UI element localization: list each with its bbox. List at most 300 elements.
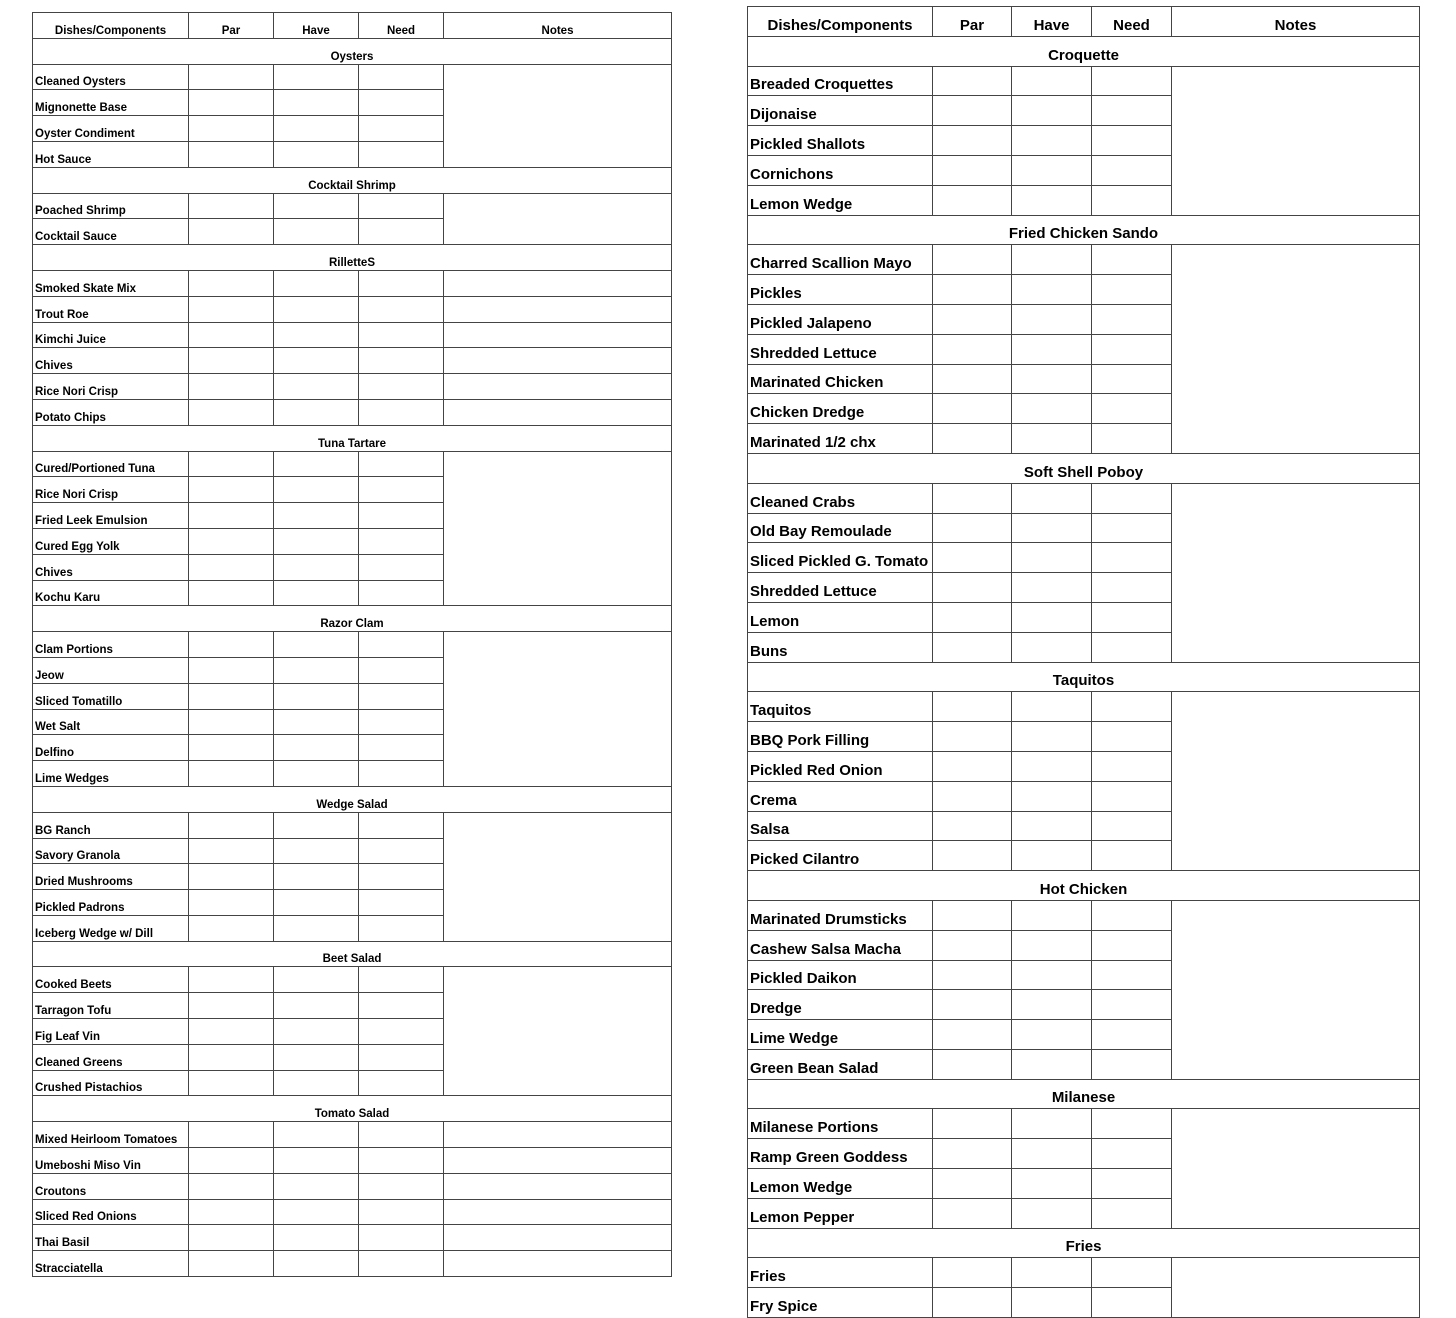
par-cell[interactable] <box>933 126 1012 156</box>
need-cell[interactable] <box>359 141 444 167</box>
par-cell[interactable] <box>933 841 1012 871</box>
need-cell[interactable] <box>359 709 444 735</box>
par-cell[interactable] <box>933 1198 1012 1228</box>
have-cell[interactable] <box>274 761 359 787</box>
par-cell[interactable] <box>933 155 1012 185</box>
have-cell[interactable] <box>1012 1020 1092 1050</box>
have-cell[interactable] <box>274 1019 359 1045</box>
need-cell[interactable] <box>359 554 444 580</box>
have-cell[interactable] <box>1012 841 1092 871</box>
have-cell[interactable] <box>274 1148 359 1174</box>
par-cell[interactable] <box>933 96 1012 126</box>
need-cell[interactable] <box>359 64 444 90</box>
notes-cell[interactable] <box>444 193 672 245</box>
section-header-row <box>748 36 1420 66</box>
have-cell[interactable] <box>274 528 359 554</box>
have-cell[interactable] <box>274 348 359 374</box>
component-row <box>748 1258 1420 1288</box>
need-cell[interactable] <box>1092 1169 1172 1199</box>
component-name: Pickled Shallots <box>748 126 933 156</box>
need-cell[interactable] <box>359 348 444 374</box>
par-cell[interactable] <box>933 990 1012 1020</box>
par-cell[interactable] <box>189 967 274 993</box>
component-row <box>33 1148 672 1174</box>
need-cell[interactable] <box>359 116 444 142</box>
need-cell[interactable] <box>359 374 444 400</box>
section-title: Fries <box>748 1228 1420 1258</box>
need-cell[interactable] <box>359 890 444 916</box>
section-title: Milanese <box>748 1079 1420 1109</box>
component-name: Cleaned Crabs <box>748 483 933 513</box>
par-cell[interactable] <box>933 364 1012 394</box>
par-cell[interactable] <box>933 960 1012 990</box>
component-name: Oyster Condiment <box>33 116 189 142</box>
need-cell[interactable] <box>359 1148 444 1174</box>
need-cell[interactable] <box>1092 1288 1172 1318</box>
have-cell[interactable] <box>274 580 359 606</box>
need-cell[interactable] <box>1092 900 1172 930</box>
par-cell[interactable] <box>933 1049 1012 1079</box>
have-cell[interactable] <box>1012 275 1092 305</box>
component-name: Breaded Croquettes <box>748 66 933 96</box>
have-cell[interactable] <box>1012 1169 1092 1199</box>
notes-cell[interactable] <box>1172 483 1420 662</box>
component-name: Kimchi Juice <box>33 322 189 348</box>
have-cell[interactable] <box>1012 811 1092 841</box>
left-prep-sheet <box>32 12 672 1277</box>
par-cell[interactable] <box>189 322 274 348</box>
component-name: BBQ Pork Filling <box>748 722 933 752</box>
need-cell[interactable] <box>1092 781 1172 811</box>
need-cell[interactable] <box>1092 185 1172 215</box>
component-name: Mixed Heirloom Tomatoes <box>33 1122 189 1148</box>
need-cell[interactable] <box>359 1044 444 1070</box>
need-cell[interactable] <box>1092 751 1172 781</box>
component-name: Croutons <box>33 1173 189 1199</box>
have-cell[interactable] <box>274 451 359 477</box>
need-cell[interactable] <box>359 477 444 503</box>
need-cell[interactable] <box>1092 960 1172 990</box>
have-cell[interactable] <box>1012 1258 1092 1288</box>
component-name: BG Ranch <box>33 812 189 838</box>
need-cell[interactable] <box>1092 275 1172 305</box>
notes-cell[interactable] <box>444 632 672 787</box>
component-name: Sliced Pickled G. Tomato <box>748 543 933 573</box>
component-row <box>33 64 672 90</box>
need-cell[interactable] <box>359 451 444 477</box>
have-cell[interactable] <box>1012 483 1092 513</box>
have-cell[interactable] <box>1012 781 1092 811</box>
have-cell[interactable] <box>274 890 359 916</box>
have-cell[interactable] <box>274 296 359 322</box>
section-header-row <box>748 453 1420 483</box>
need-cell[interactable] <box>1092 1020 1172 1050</box>
need-cell[interactable] <box>1092 811 1172 841</box>
need-cell[interactable] <box>359 812 444 838</box>
component-name: Rice Nori Crisp <box>33 374 189 400</box>
need-cell[interactable] <box>1092 155 1172 185</box>
have-cell[interactable] <box>274 193 359 219</box>
component-row <box>33 348 672 374</box>
have-cell[interactable] <box>274 1070 359 1096</box>
component-name: Shredded Lettuce <box>748 573 933 603</box>
have-cell[interactable] <box>274 632 359 658</box>
need-cell[interactable] <box>359 193 444 219</box>
par-cell[interactable] <box>189 890 274 916</box>
have-cell[interactable] <box>274 683 359 709</box>
par-cell[interactable] <box>933 1169 1012 1199</box>
need-cell[interactable] <box>1092 513 1172 543</box>
par-cell[interactable] <box>189 1148 274 1174</box>
component-row <box>33 1122 672 1148</box>
need-cell[interactable] <box>1092 1109 1172 1139</box>
par-column-header: Par <box>189 13 274 39</box>
par-cell[interactable] <box>189 193 274 219</box>
component-row <box>33 193 672 219</box>
notes-cell[interactable] <box>444 451 672 606</box>
par-cell[interactable] <box>933 1020 1012 1050</box>
have-cell[interactable] <box>1012 573 1092 603</box>
need-cell[interactable] <box>359 761 444 787</box>
par-cell[interactable] <box>933 900 1012 930</box>
need-cell[interactable] <box>1092 394 1172 424</box>
need-cell[interactable] <box>359 1199 444 1225</box>
par-cell[interactable] <box>189 580 274 606</box>
par-cell[interactable] <box>933 304 1012 334</box>
have-cell[interactable] <box>1012 513 1092 543</box>
section-header-row <box>33 1096 672 1122</box>
notes-cell[interactable] <box>444 399 672 425</box>
need-cell[interactable] <box>1092 722 1172 752</box>
need-cell[interactable] <box>359 296 444 322</box>
have-cell[interactable] <box>1012 602 1092 632</box>
component-name: Rice Nori Crisp <box>33 477 189 503</box>
have-cell[interactable] <box>274 838 359 864</box>
par-cell[interactable] <box>933 513 1012 543</box>
par-cell[interactable] <box>933 602 1012 632</box>
par-cell[interactable] <box>189 270 274 296</box>
have-cell[interactable] <box>274 735 359 761</box>
notes-cell[interactable] <box>444 374 672 400</box>
need-cell[interactable] <box>359 270 444 296</box>
have-cell[interactable] <box>274 1251 359 1277</box>
need-cell[interactable] <box>359 915 444 941</box>
notes-cell[interactable] <box>444 348 672 374</box>
component-name: Chives <box>33 554 189 580</box>
component-name: Marinated Chicken <box>748 364 933 394</box>
need-cell[interactable] <box>359 657 444 683</box>
notes-cell[interactable] <box>444 1122 672 1148</box>
section-title: Oysters <box>33 38 672 64</box>
need-cell[interactable] <box>1092 96 1172 126</box>
need-cell[interactable] <box>1092 841 1172 871</box>
par-cell[interactable] <box>933 632 1012 662</box>
par-cell[interactable] <box>933 1139 1012 1169</box>
par-cell[interactable] <box>933 751 1012 781</box>
need-cell[interactable] <box>359 1173 444 1199</box>
par-cell[interactable] <box>189 812 274 838</box>
need-cell[interactable] <box>1092 424 1172 454</box>
par-cell[interactable] <box>933 722 1012 752</box>
component-name: Delfino <box>33 735 189 761</box>
par-cell[interactable] <box>189 709 274 735</box>
have-cell[interactable] <box>274 812 359 838</box>
par-cell[interactable] <box>189 477 274 503</box>
par-cell[interactable] <box>189 1251 274 1277</box>
par-cell[interactable] <box>189 761 274 787</box>
have-cell[interactable] <box>1012 751 1092 781</box>
have-cell[interactable] <box>1012 990 1092 1020</box>
have-cell[interactable] <box>1012 394 1092 424</box>
have-cell[interactable] <box>274 322 359 348</box>
have-cell[interactable] <box>274 967 359 993</box>
have-cell[interactable] <box>274 915 359 941</box>
need-cell[interactable] <box>359 632 444 658</box>
par-cell[interactable] <box>189 90 274 116</box>
have-cell[interactable] <box>1012 364 1092 394</box>
have-cell[interactable] <box>274 657 359 683</box>
par-cell[interactable] <box>189 1044 274 1070</box>
notes-cell[interactable] <box>1172 1109 1420 1228</box>
notes-cell[interactable] <box>444 1148 672 1174</box>
par-cell[interactable] <box>189 1070 274 1096</box>
component-row <box>33 1173 672 1199</box>
component-name: Milanese Portions <box>748 1109 933 1139</box>
component-row <box>33 1199 672 1225</box>
have-cell[interactable] <box>1012 1049 1092 1079</box>
par-cell[interactable] <box>933 275 1012 305</box>
need-cell[interactable] <box>1092 126 1172 156</box>
have-cell[interactable] <box>274 709 359 735</box>
need-cell[interactable] <box>1092 483 1172 513</box>
need-cell[interactable] <box>1092 1198 1172 1228</box>
section-header-row <box>748 1228 1420 1258</box>
need-cell[interactable] <box>1092 304 1172 334</box>
have-cell[interactable] <box>1012 930 1092 960</box>
par-cell[interactable] <box>189 399 274 425</box>
have-cell[interactable] <box>1012 126 1092 156</box>
have-cell[interactable] <box>274 477 359 503</box>
have-cell[interactable] <box>274 1122 359 1148</box>
have-cell[interactable] <box>274 90 359 116</box>
par-cell[interactable] <box>189 735 274 761</box>
par-cell[interactable] <box>189 554 274 580</box>
have-cell[interactable] <box>1012 1139 1092 1169</box>
component-name: Dredge <box>748 990 933 1020</box>
have-cell[interactable] <box>1012 424 1092 454</box>
have-cell[interactable] <box>1012 900 1092 930</box>
section-header-row <box>33 941 672 967</box>
par-cell[interactable] <box>933 185 1012 215</box>
have-cell[interactable] <box>1012 960 1092 990</box>
need-cell[interactable] <box>359 219 444 245</box>
have-cell[interactable] <box>274 219 359 245</box>
have-cell[interactable] <box>1012 722 1092 752</box>
par-cell[interactable] <box>189 1173 274 1199</box>
component-name: Smoked Skate Mix <box>33 270 189 296</box>
have-cell[interactable] <box>1012 692 1092 722</box>
need-cell[interactable] <box>1092 1258 1172 1288</box>
section-title: Wedge Salad <box>33 786 672 812</box>
par-cell[interactable] <box>933 692 1012 722</box>
par-cell[interactable] <box>189 141 274 167</box>
notes-cell[interactable] <box>444 1251 672 1277</box>
have-cell[interactable] <box>1012 632 1092 662</box>
par-cell[interactable] <box>933 1288 1012 1318</box>
notes-cell[interactable] <box>444 967 672 1096</box>
need-cell[interactable] <box>359 1251 444 1277</box>
need-cell[interactable] <box>1092 1049 1172 1079</box>
have-cell[interactable] <box>274 141 359 167</box>
par-cell[interactable] <box>189 1019 274 1045</box>
component-name: Pickled Jalapeno <box>748 304 933 334</box>
need-cell[interactable] <box>1092 990 1172 1020</box>
par-cell[interactable] <box>189 374 274 400</box>
par-cell[interactable] <box>189 296 274 322</box>
par-cell[interactable] <box>189 915 274 941</box>
have-cell[interactable] <box>1012 245 1092 275</box>
par-cell[interactable] <box>189 683 274 709</box>
par-cell[interactable] <box>933 811 1012 841</box>
need-cell[interactable] <box>359 503 444 529</box>
component-name: Clam Portions <box>33 632 189 658</box>
need-cell[interactable] <box>1092 364 1172 394</box>
have-cell[interactable] <box>1012 543 1092 573</box>
par-cell[interactable] <box>933 394 1012 424</box>
notes-cell[interactable] <box>444 64 672 167</box>
need-cell[interactable] <box>359 735 444 761</box>
need-cell[interactable] <box>1092 602 1172 632</box>
par-cell[interactable] <box>933 424 1012 454</box>
need-cell[interactable] <box>359 838 444 864</box>
need-cell[interactable] <box>1092 334 1172 364</box>
need-cell[interactable] <box>359 683 444 709</box>
have-cell[interactable] <box>274 116 359 142</box>
component-name: Pickles <box>748 275 933 305</box>
need-cell[interactable] <box>359 967 444 993</box>
component-name: Cornichons <box>748 155 933 185</box>
par-cell[interactable] <box>933 1109 1012 1139</box>
have-cell[interactable] <box>274 1044 359 1070</box>
component-name: Pickled Daikon <box>748 960 933 990</box>
have-cell[interactable] <box>274 993 359 1019</box>
par-cell[interactable] <box>189 657 274 683</box>
need-cell[interactable] <box>1092 66 1172 96</box>
need-cell[interactable] <box>359 90 444 116</box>
need-cell[interactable] <box>1092 632 1172 662</box>
notes-cell[interactable] <box>1172 900 1420 1079</box>
par-cell[interactable] <box>189 1199 274 1225</box>
have-cell[interactable] <box>274 503 359 529</box>
have-cell[interactable] <box>1012 185 1092 215</box>
par-cell[interactable] <box>189 116 274 142</box>
par-cell[interactable] <box>933 334 1012 364</box>
component-row <box>33 322 672 348</box>
notes-cell[interactable] <box>1172 66 1420 215</box>
notes-cell[interactable] <box>444 296 672 322</box>
have-cell[interactable] <box>274 554 359 580</box>
par-cell[interactable] <box>189 838 274 864</box>
notes-cell[interactable] <box>444 322 672 348</box>
need-cell[interactable] <box>1092 573 1172 603</box>
section-title: Croquette <box>748 36 1420 66</box>
notes-column-header: Notes <box>444 13 672 39</box>
notes-cell[interactable] <box>1172 1258 1420 1318</box>
par-cell[interactable] <box>189 451 274 477</box>
have-cell[interactable] <box>1012 1288 1092 1318</box>
need-cell[interactable] <box>1092 543 1172 573</box>
have-cell[interactable] <box>274 864 359 890</box>
par-cell[interactable] <box>933 543 1012 573</box>
have-cell[interactable] <box>274 64 359 90</box>
par-cell[interactable] <box>933 1258 1012 1288</box>
have-cell[interactable] <box>274 270 359 296</box>
have-cell[interactable] <box>274 1173 359 1199</box>
notes-cell[interactable] <box>1172 692 1420 871</box>
notes-cell[interactable] <box>444 812 672 941</box>
par-cell[interactable] <box>189 993 274 1019</box>
par-cell[interactable] <box>933 483 1012 513</box>
need-cell[interactable] <box>1092 930 1172 960</box>
par-cell[interactable] <box>189 348 274 374</box>
have-cell[interactable] <box>274 374 359 400</box>
need-cell[interactable] <box>359 1122 444 1148</box>
need-cell[interactable] <box>359 864 444 890</box>
par-cell[interactable] <box>933 245 1012 275</box>
need-cell[interactable] <box>1092 1139 1172 1169</box>
need-cell[interactable] <box>359 399 444 425</box>
par-cell[interactable] <box>189 64 274 90</box>
par-cell[interactable] <box>933 66 1012 96</box>
right-sheet-body <box>748 36 1420 1317</box>
have-cell[interactable] <box>1012 66 1092 96</box>
need-cell[interactable] <box>359 322 444 348</box>
component-name: Fry Spice <box>748 1288 933 1318</box>
notes-cell[interactable] <box>444 1199 672 1225</box>
have-cell[interactable] <box>1012 304 1092 334</box>
have-cell[interactable] <box>1012 96 1092 126</box>
component-name: Hot Sauce <box>33 141 189 167</box>
par-cell[interactable] <box>189 528 274 554</box>
need-cell[interactable] <box>359 993 444 1019</box>
component-row <box>748 66 1420 96</box>
notes-cell[interactable] <box>1172 245 1420 454</box>
have-cell[interactable] <box>1012 155 1092 185</box>
par-cell[interactable] <box>189 864 274 890</box>
have-cell[interactable] <box>1012 1198 1092 1228</box>
par-cell[interactable] <box>189 632 274 658</box>
have-cell[interactable] <box>274 1199 359 1225</box>
par-cell[interactable] <box>189 503 274 529</box>
have-cell[interactable] <box>1012 334 1092 364</box>
need-cell[interactable] <box>359 528 444 554</box>
par-cell[interactable] <box>189 1122 274 1148</box>
need-cell[interactable] <box>1092 692 1172 722</box>
notes-cell[interactable] <box>444 1173 672 1199</box>
par-cell[interactable] <box>933 930 1012 960</box>
par-cell[interactable] <box>933 573 1012 603</box>
have-cell[interactable] <box>274 399 359 425</box>
need-cell[interactable] <box>359 1019 444 1045</box>
section-title: Soft Shell Poboy <box>748 453 1420 483</box>
par-cell[interactable] <box>189 219 274 245</box>
need-cell[interactable] <box>359 580 444 606</box>
need-cell[interactable] <box>1092 245 1172 275</box>
have-cell[interactable] <box>1012 1109 1092 1139</box>
par-cell[interactable] <box>933 781 1012 811</box>
need-cell[interactable] <box>359 1070 444 1096</box>
notes-cell[interactable] <box>444 270 672 296</box>
